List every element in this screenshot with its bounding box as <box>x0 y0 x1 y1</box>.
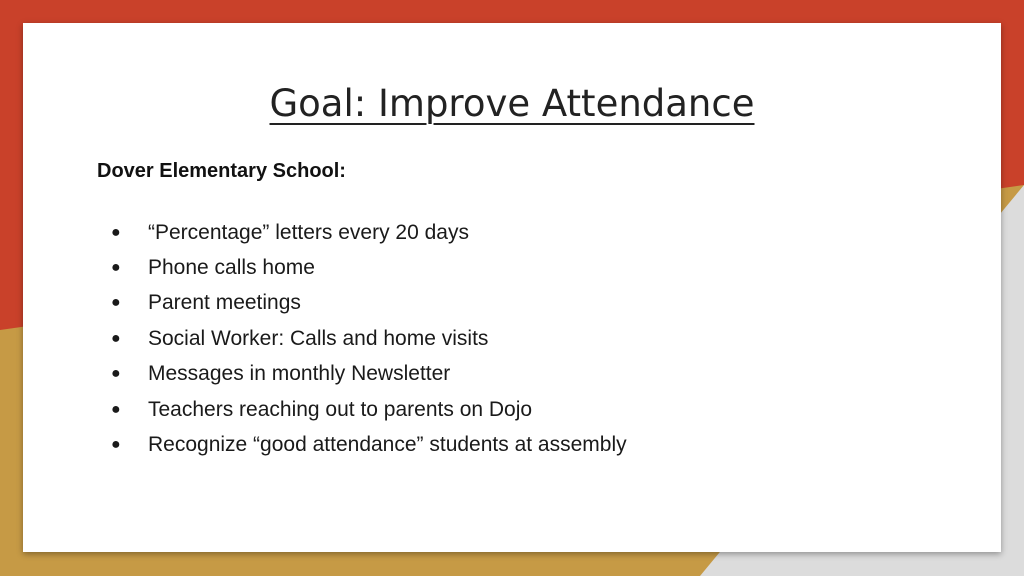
bullet-icon: ● <box>111 329 121 347</box>
bullet-list <box>111 215 627 463</box>
list-item <box>111 357 627 392</box>
bullet-icon: ● <box>111 294 121 312</box>
list-item-text: Messages in monthly Newsletter <box>148 362 451 386</box>
list-item <box>111 286 627 321</box>
list-item-text: Social Worker: Calls and home visits <box>148 326 489 350</box>
list-item <box>111 392 627 427</box>
list-item-text: Recognize “good attendance” students at assembly <box>148 433 627 457</box>
bullet-icon: ● <box>111 365 121 383</box>
bullet-icon: ● <box>111 436 121 454</box>
list-item <box>111 215 627 250</box>
list-item-text: “Percentage” letters every 20 days <box>148 220 469 244</box>
list-item <box>111 427 627 462</box>
slide-card <box>23 23 1001 552</box>
list-item <box>111 250 627 285</box>
slide-title: Goal: Improve Attendance <box>269 82 755 125</box>
list-item <box>111 321 627 356</box>
bullet-icon: ● <box>111 223 121 241</box>
list-item-text: Parent meetings <box>148 291 301 315</box>
bullet-icon: ● <box>111 259 121 277</box>
list-item-text: Teachers reaching out to parents on Dojo <box>148 397 533 421</box>
list-item-text: Phone calls home <box>148 256 315 280</box>
school-name-heading: Dover Elementary School: <box>97 160 346 182</box>
bullet-icon: ● <box>111 400 121 418</box>
